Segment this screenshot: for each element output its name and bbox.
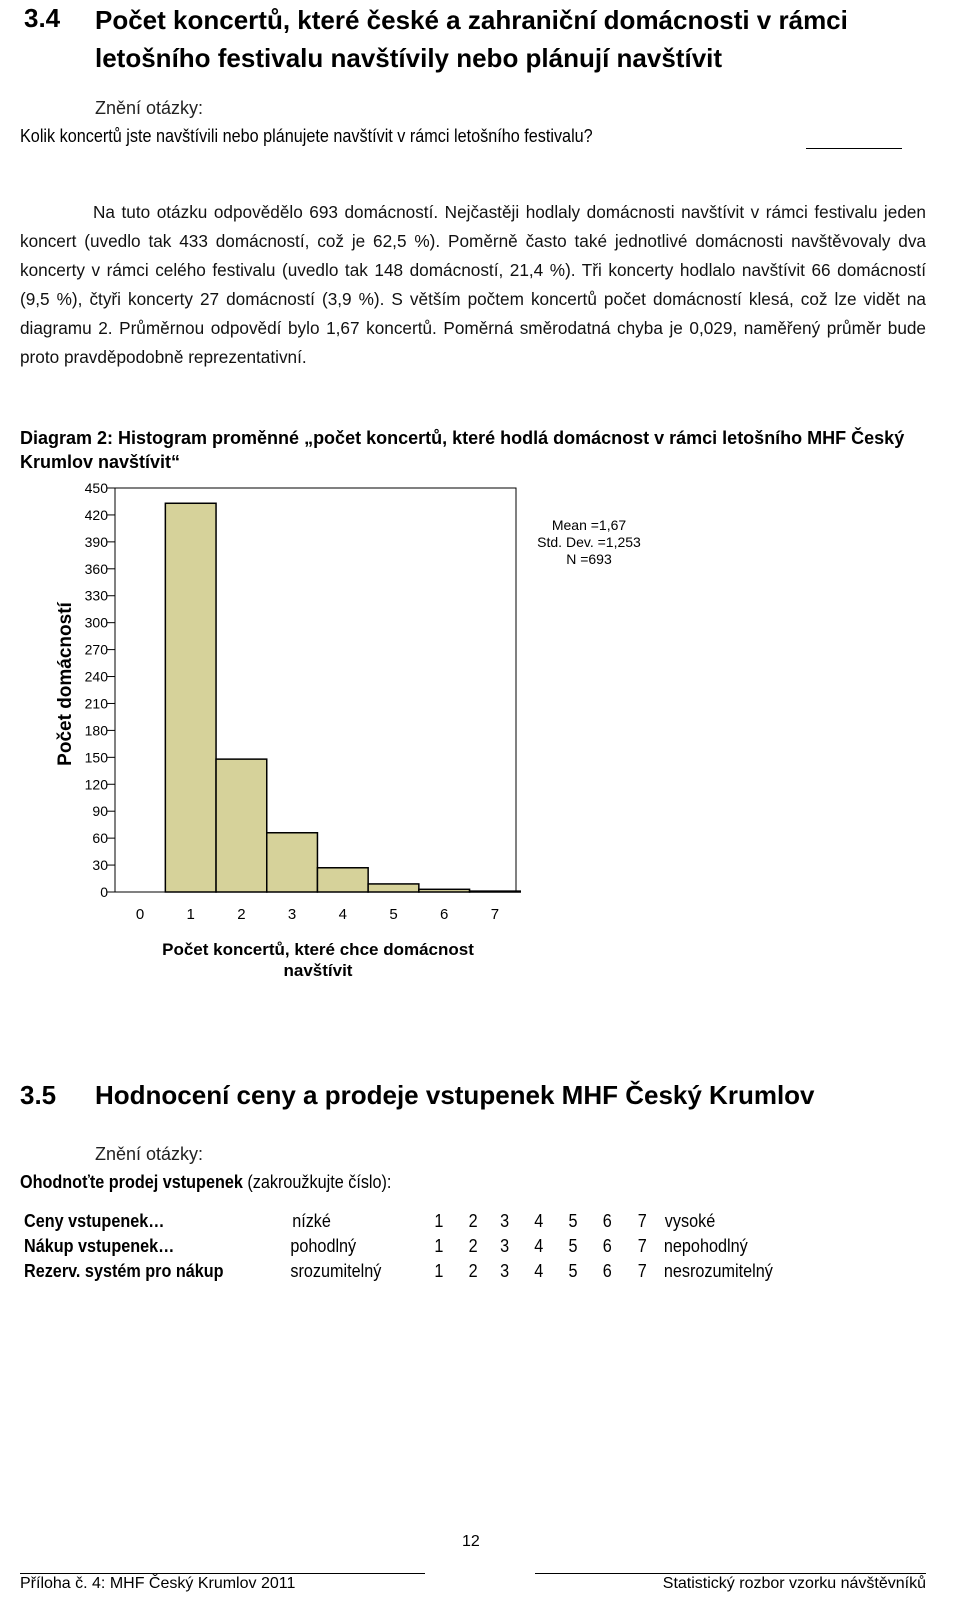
rating-scale-number[interactable]: 7 <box>637 1261 647 1281</box>
rating-scale-number[interactable]: 2 <box>468 1261 478 1281</box>
y-tick-label: 330 <box>84 587 108 604</box>
x-tick-label: 0 <box>135 906 145 923</box>
y-tick-label: 360 <box>84 560 108 577</box>
x-tick-label: 2 <box>237 906 246 923</box>
page-number: 12 <box>462 1533 480 1550</box>
rating-scale-number[interactable]: 1 <box>434 1261 444 1281</box>
histogram-bar <box>470 891 521 892</box>
rating-scale-number[interactable]: 3 <box>500 1261 510 1281</box>
answer-line <box>806 148 902 149</box>
x-tick-label: 6 <box>440 906 449 923</box>
footer-rule <box>20 1573 425 1574</box>
rating-low-label: nízké <box>292 1211 331 1231</box>
rating-scale-number[interactable]: 1 <box>434 1211 444 1231</box>
histogram-bar <box>368 884 419 892</box>
stats-line: Std. Dev. =1,253 <box>537 534 641 550</box>
rating-low-label: pohodlný <box>290 1236 357 1256</box>
footer-rule-right <box>535 1573 926 1574</box>
rating-row-label: Nákup vstupenek… <box>24 1236 175 1256</box>
rating-row <box>24 1261 834 1285</box>
x-tick-label: 5 <box>389 906 398 923</box>
x-tick-label: 1 <box>186 906 195 923</box>
question-label-35: Znění otázky: <box>95 1144 204 1164</box>
x-tick-label: 4 <box>338 906 347 923</box>
rating-scale-number[interactable]: 6 <box>602 1211 612 1231</box>
histogram-chart <box>0 470 960 990</box>
question-35-rest: (zakroužkujte číslo): <box>242 1172 392 1192</box>
y-tick-label: 240 <box>84 668 108 685</box>
rating-row-label: Ceny vstupenek… <box>24 1211 165 1231</box>
histogram-bar <box>317 868 368 892</box>
x-axis-label-line1: Počet koncertů, které chce domácnost <box>162 940 474 959</box>
footer-right: Statistický rozbor vzorku návštěvníků <box>662 1575 926 1592</box>
rating-scale-number[interactable]: 3 <box>500 1236 510 1256</box>
y-axis-label: Počet domácností <box>55 602 76 766</box>
rating-row <box>24 1211 834 1235</box>
x-tick-label: 7 <box>490 906 500 923</box>
y-tick-label: 150 <box>84 749 108 766</box>
diagram-title: Diagram 2: Histogram proměnné „počet koncertů, které hodlá domácnost v rámci letošního MHF Český Krumlov navštívit“ <box>20 428 905 472</box>
rating-scale-number[interactable]: 2 <box>468 1211 478 1231</box>
rating-scale-number[interactable]: 3 <box>500 1211 510 1231</box>
histogram-bar <box>267 833 318 892</box>
rating-scale-number[interactable]: 5 <box>568 1211 578 1231</box>
footer-left: Příloha č. 4: MHF Český Krumlov 2011 <box>20 1575 296 1592</box>
histogram-bar <box>216 759 267 892</box>
y-tick-label: 210 <box>84 695 108 712</box>
section-number: 3.4 <box>24 3 61 33</box>
rating-low-label: srozumitelný <box>290 1261 382 1281</box>
question-35 <box>20 1172 391 1193</box>
rating-scale-number[interactable]: 2 <box>468 1236 478 1256</box>
histogram-bar <box>419 889 470 892</box>
y-tick-label: 120 <box>84 776 108 793</box>
summary-paragraph <box>20 198 926 372</box>
rating-scale-number[interactable]: 7 <box>637 1236 647 1256</box>
histogram-bar <box>165 503 216 892</box>
question-35-bold: Ohodnoťte prodej vstupenek <box>20 1172 243 1192</box>
rating-scale-number[interactable]: 1 <box>434 1236 444 1256</box>
section-title-35: Hodnocení ceny a prodeje vstupenek MHF Český Krumlov <box>95 1080 815 1110</box>
y-tick-label: 90 <box>92 803 108 820</box>
x-axis-label-line2: navštívit <box>283 961 353 980</box>
rating-scale-number[interactable]: 7 <box>637 1211 647 1231</box>
y-tick-label: 390 <box>84 533 108 550</box>
y-tick-label: 420 <box>84 506 108 523</box>
rating-scale-number[interactable]: 5 <box>568 1261 578 1281</box>
rating-scale-number[interactable]: 6 <box>602 1261 612 1281</box>
rating-high-label: nepohodlný <box>663 1236 748 1256</box>
summary-text: Na tuto otázku odpovědělo 693 domácností. Nejčastěji hodlaly domácnosti navštívit v rámci festivalu jeden koncert (uvedlo tak 433 domácností, což je 62,5 %). Poměrně často také jednotlivé domácnosti navštěvovaly dva koncerty v rámci celého festivalu (uvedlo tak 148 domácností, 21,4 %). Tři koncerty hodlalo navštívit 66 domácností (9,5 %), čtyři koncerty 27 domácností (3,9 %). S větším počtem koncertů počet domácností klesá, což lze vidět na diagramu 2. Průměrnou odpovědí bylo 1,67 koncertů. Poměrná směrodatná chyba je 0,029, naměřený průměr bude proto pravděpodobně reprezentativní. <box>20 202 926 367</box>
question-text <box>20 126 593 147</box>
rating-high-label: nesrozumitelný <box>663 1261 773 1281</box>
y-tick-label: 300 <box>84 614 108 631</box>
rating-high-label: vysoké <box>664 1211 716 1231</box>
rating-scale-number[interactable]: 6 <box>602 1236 612 1256</box>
stats-line: N =693 <box>566 551 612 567</box>
rating-row <box>24 1236 834 1260</box>
y-tick-label: 60 <box>92 830 108 847</box>
question-label: Znění otázky: <box>95 98 204 118</box>
rating-scale-number[interactable]: 5 <box>568 1236 578 1256</box>
rating-scale-number[interactable]: 4 <box>534 1261 544 1281</box>
rating-scale-number[interactable]: 4 <box>534 1236 544 1256</box>
section-number-35: 3.5 <box>20 1080 57 1110</box>
y-tick-label: 30 <box>92 857 108 874</box>
section-title: Počet koncertů, které české a zahraniční domácnosti v rámci letošního festivalu navštívily nebo plánují navštívit <box>95 5 848 73</box>
rating-row-label: Rezerv. systém pro nákup <box>24 1261 224 1281</box>
rating-scale-number[interactable]: 4 <box>534 1211 544 1231</box>
y-tick-label: 0 <box>100 884 108 900</box>
y-tick-label: 180 <box>84 722 108 739</box>
y-tick-label: 450 <box>84 480 108 496</box>
x-tick-label: 3 <box>287 906 297 923</box>
y-tick-label: 270 <box>84 641 108 658</box>
stats-line: Mean =1,67 <box>551 517 627 533</box>
question-34: Kolik koncertů jste navštívili nebo plánujete navštívit v rámci letošního festivalu? <box>20 126 593 146</box>
